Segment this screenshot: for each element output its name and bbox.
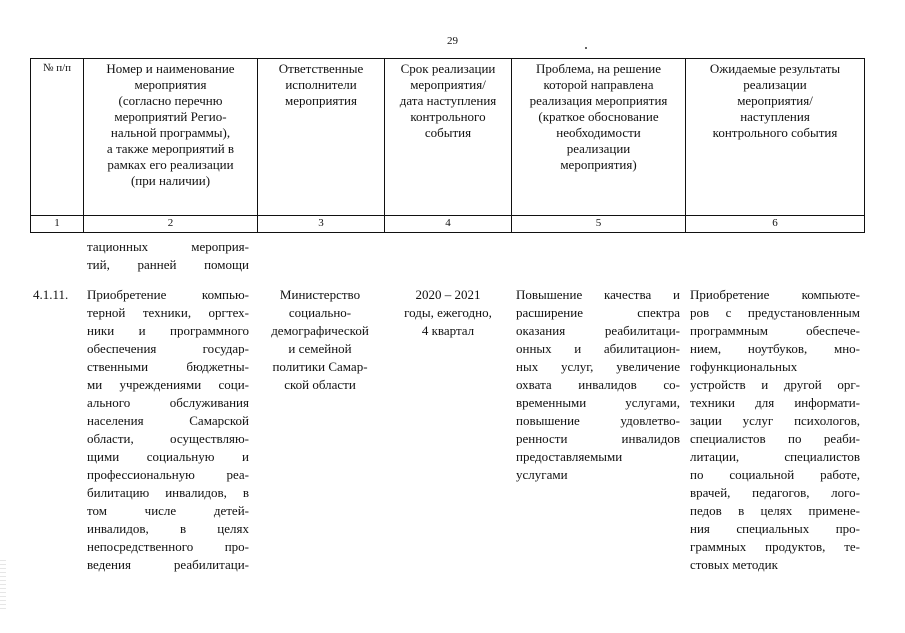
text-line: ных услуг, увеличение [516,359,680,374]
scan-speck [585,47,587,49]
text-line: терной техники, оргтех- [87,305,249,320]
text-line: области, осуществляю- [87,431,249,446]
text-line: рамках его реализации [107,157,234,172]
text-line: нием, ноутбуков, мно- [690,341,860,356]
expected-results [690,286,860,358]
text-line: ники и программного [87,323,249,338]
text-line: гофункциональных [690,359,798,374]
header-col-number: № п/п [31,59,84,216]
text-line: социально- [288,305,352,320]
expected-results-mid [690,358,860,376]
text-line: врачей, педагогов, лого- [690,485,860,500]
text-line: реализации [566,141,631,156]
column-number-6: 6 [686,216,865,233]
page-number: 29 [447,35,458,47]
text-line: контрольного события [712,125,838,140]
text-line: тационных мероприя- [87,239,249,254]
column-numbers-row [31,216,865,233]
text-line: литации, специалистов [690,449,860,464]
header-col-problem [512,59,686,216]
text-line: тий, ранней помощи [87,257,249,272]
text-line: ния специальных про- [690,521,860,536]
header-col-results [686,59,865,216]
text-line: онных и абилитацион- [516,341,680,356]
implementation-term [386,286,510,340]
responsible-executors [258,286,382,394]
text-line: по социальной работе, [690,467,860,482]
text-line: (согласно перечню [118,93,223,108]
text-line: ренности инвалидов [516,431,680,446]
text-line: Приобретение компьюте- [690,287,860,302]
text-line: демографической [271,323,369,338]
text-line: инвалидов, в целях [87,521,249,536]
text-line: и семейной [288,341,352,356]
text-line: (при наличии) [130,173,211,188]
text-line: Министерство [279,287,361,302]
text-line: оказания реабилитаци- [516,323,680,338]
text-line: граммных продуктов, те- [690,539,860,554]
text-line: ров с предустановленным [690,305,860,320]
header-col-term [385,59,512,216]
text-line: ального обслуживания [87,395,249,410]
text-line: 4 квартал [421,323,475,338]
column-number-5: 5 [512,216,686,233]
continuation-text [87,238,249,274]
text-line: нальной программы), [110,125,231,140]
text-line: Проблема, на решение [535,61,662,76]
text-line: мероприятий Регио- [114,109,227,124]
header-col-name [84,59,258,216]
text-line: обеспечения государ- [87,341,249,356]
text-line: том числе детей- [87,503,249,518]
header-table [30,58,865,233]
text-line: Ответственные [278,61,364,76]
text-line: политики Самар- [272,359,368,374]
text-line: Срок реализации [400,61,496,76]
column-number-2: 2 [84,216,258,233]
expected-results-tail [690,376,860,556]
text-line: контрольного [410,109,486,124]
text-line: мероприятия/ [410,77,486,92]
header-col-responsible [258,59,385,216]
text-line: программным обеспече- [690,323,860,338]
text-line: а также мероприятий в [106,141,235,156]
text-line: события [424,125,472,140]
text-line: Ожидаемые результаты [709,61,841,76]
text-line: непосредственного про- [87,539,249,554]
problem-description [516,286,680,448]
text-line: временными услугами, [516,395,680,410]
text-line: годы, ежегодно, [404,305,492,320]
column-number-3: 3 [258,216,385,233]
text-line: необходимости [556,125,641,140]
text-line: устройств и другой орг- [690,377,860,392]
text-line: специалистов по реаби- [690,431,860,446]
column-number-1: 1 [31,216,84,233]
header-row [31,59,865,216]
text-line: повышение удовлетво- [516,413,680,428]
text-line: реализации [743,77,807,92]
text-line: наступления [740,109,810,124]
text-line: населения Самарской [87,413,249,428]
text-line: охвата инвалидов со- [516,377,680,392]
problem-description-tail [516,448,680,484]
text-line: мероприятия) [560,157,637,172]
text-line: профессиональную реа- [87,467,249,482]
scan-edge-artifact [0,560,6,610]
text-line: ской области [284,377,356,392]
column-number-4: 4 [385,216,512,233]
text-line: ведения реабилитаци- [87,557,249,572]
text-line: расширение спектра [516,305,680,320]
text-line: ственными бюджетны- [87,359,249,374]
text-line: исполнители [285,77,357,92]
text-line: мероприятия/ [737,93,813,108]
text-line: реализация мероприятия [529,93,668,108]
text-line: техники для информати- [690,395,860,410]
row-number: 4.1.11. [33,287,69,302]
text-line: предоставляемыми [516,449,623,464]
text-line: зации услуг психологов, [690,413,860,428]
text-line: Повышение качества и [516,287,680,302]
text-line: Номер и наименование [106,61,235,76]
measure-name [87,286,249,574]
expected-results-last-line: стовых методик [690,557,778,572]
text-line: педов в целях примене- [690,503,860,518]
text-line: билитацию инвалидов, в [87,485,249,500]
text-line: дата наступления [399,93,497,108]
text-line: мероприятия [134,77,207,92]
text-line: щими социальную и [87,449,249,464]
text-line: ми учреждениями соци- [87,377,249,392]
text-line: услугами [516,467,568,482]
text-line: мероприятия [284,93,357,108]
text-line: (краткое обоснование [538,109,659,124]
text-line: 2020 – 2021 [415,287,481,302]
text-line: Приобретение компью- [87,287,249,302]
text-line: которой направлена [543,77,654,92]
